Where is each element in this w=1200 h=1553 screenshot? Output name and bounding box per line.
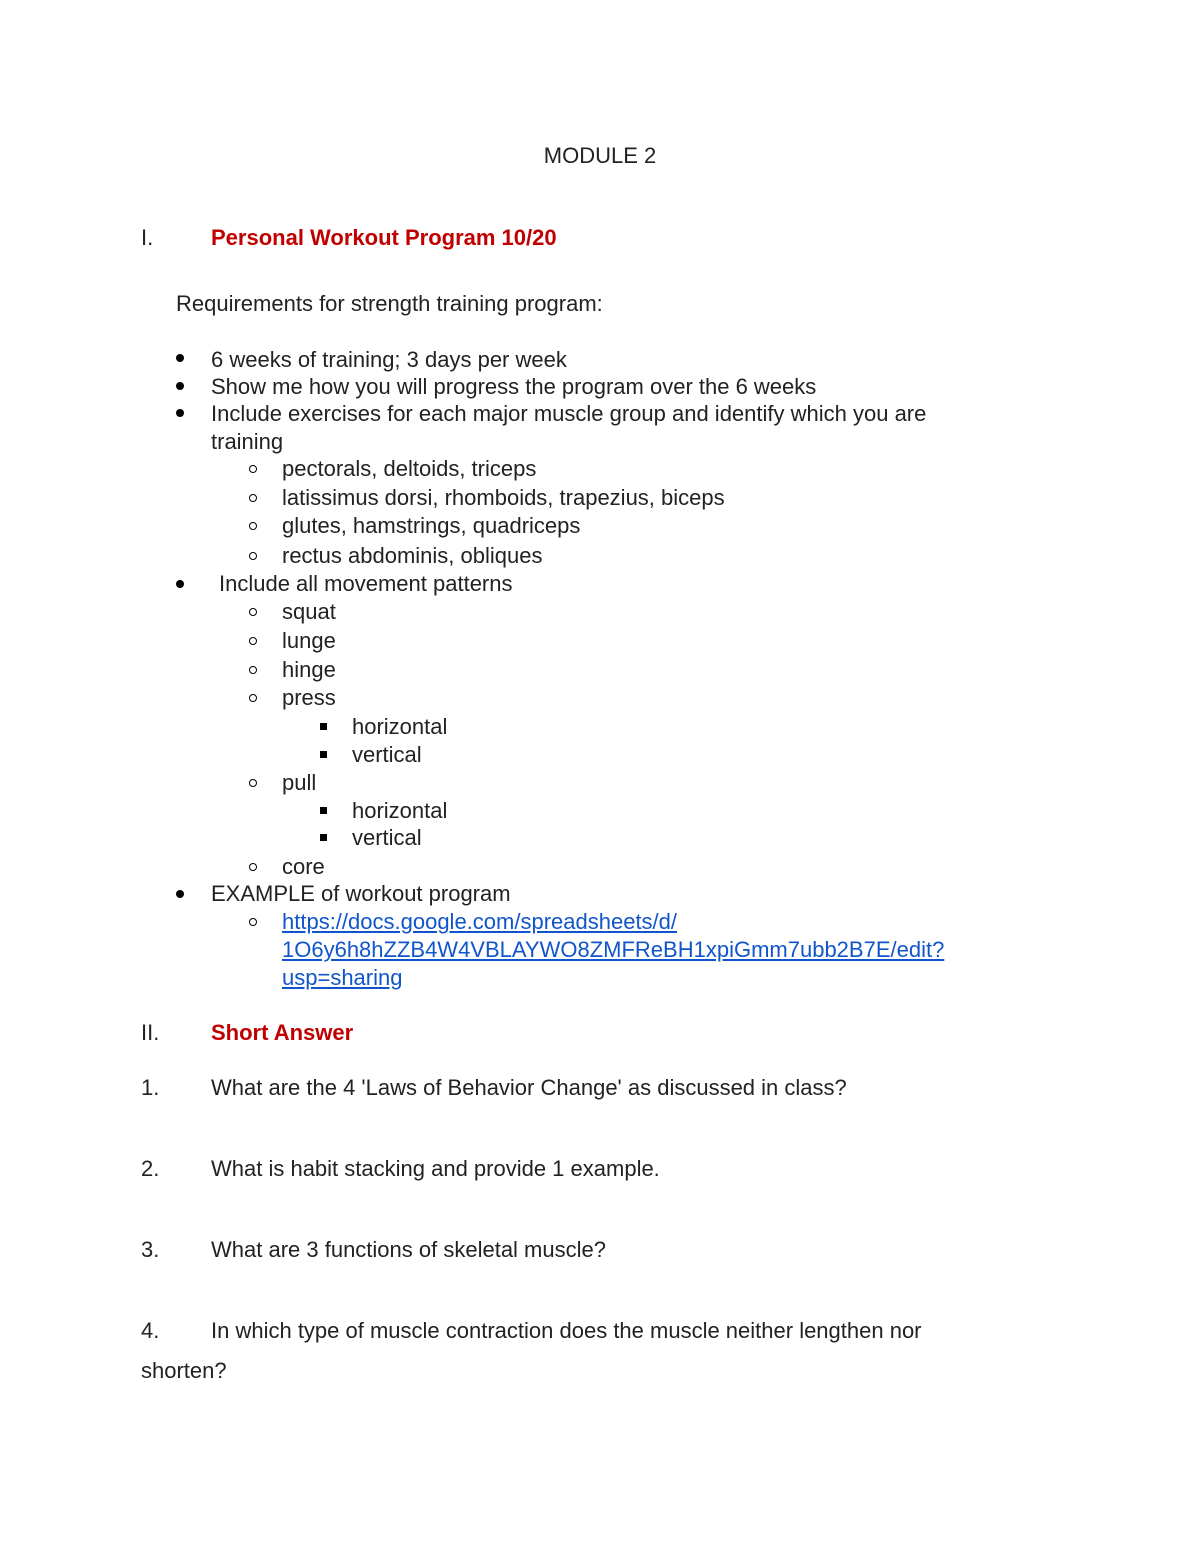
bullet-item-example: EXAMPLE of workout program bbox=[211, 881, 511, 906]
example-link-line-1[interactable]: https://docs.google.com/spreadsheets/d/ bbox=[282, 909, 678, 934]
question-text: What are the 4 'Laws of Behavior Change' as discussed in class? bbox=[211, 1075, 847, 1100]
press-horizontal: horizontal bbox=[352, 714, 448, 739]
circle-bullet-icon bbox=[249, 918, 257, 926]
movement-hinge: hinge bbox=[282, 657, 336, 682]
section-2-heading: Short Answer bbox=[211, 1020, 354, 1045]
circle-bullet-icon bbox=[249, 608, 257, 616]
bullet-icon bbox=[176, 580, 184, 588]
muscle-group-item: latissimus dorsi, rhomboids, trapezius, biceps bbox=[282, 485, 725, 510]
circle-bullet-icon bbox=[249, 666, 257, 674]
section-2-numeral: II. bbox=[141, 1020, 160, 1045]
circle-bullet-icon bbox=[249, 863, 257, 871]
bullet-icon bbox=[176, 409, 184, 417]
question-number: 4. bbox=[141, 1318, 160, 1343]
square-bullet-icon bbox=[320, 723, 327, 730]
circle-bullet-icon bbox=[249, 494, 257, 502]
example-link-line-2[interactable]: 1O6y6h8hZZB4W4VBLAYWO8ZMFReBH1xpiGmm7ubb2B7E/edit? bbox=[282, 937, 945, 962]
movement-press: press bbox=[282, 685, 336, 710]
circle-bullet-icon bbox=[249, 694, 257, 702]
circle-bullet-icon bbox=[249, 779, 257, 787]
circle-bullet-icon bbox=[249, 552, 257, 560]
circle-bullet-icon bbox=[249, 522, 257, 530]
pull-vertical: vertical bbox=[352, 825, 422, 850]
section-1-heading: Personal Workout Program 10/20 bbox=[211, 225, 557, 250]
muscle-group-item: glutes, hamstrings, quadriceps bbox=[282, 513, 581, 538]
movement-squat: squat bbox=[282, 599, 336, 624]
question-number: 3. bbox=[141, 1237, 160, 1262]
bullet-icon bbox=[176, 354, 184, 362]
circle-bullet-icon bbox=[249, 465, 257, 473]
bullet-icon bbox=[176, 382, 184, 390]
question-text-continuation: shorten? bbox=[141, 1358, 227, 1383]
example-link-line-3[interactable]: usp=sharing bbox=[282, 965, 403, 990]
movement-lunge: lunge bbox=[282, 628, 336, 653]
press-vertical: vertical bbox=[352, 742, 422, 767]
movement-core: core bbox=[282, 854, 325, 879]
page-title: MODULE 2 bbox=[543, 143, 657, 168]
square-bullet-icon bbox=[320, 751, 327, 758]
question-text: In which type of muscle contraction does the muscle neither lengthen nor bbox=[211, 1318, 922, 1343]
bullet-item-weeks: 6 weeks of training; 3 days per week bbox=[211, 347, 567, 372]
muscle-group-item: pectorals, deltoids, triceps bbox=[282, 456, 537, 481]
square-bullet-icon bbox=[320, 834, 327, 841]
requirements-intro: Requirements for strength training program: bbox=[176, 291, 603, 316]
bullet-item-movement-patterns: Include all movement patterns bbox=[219, 571, 513, 596]
section-1-numeral: I. bbox=[141, 225, 154, 250]
bullet-item-muscle-groups-cont: training bbox=[211, 429, 284, 454]
question-text: What is habit stacking and provide 1 example. bbox=[211, 1156, 660, 1181]
bullet-item-progress: Show me how you will progress the program over the 6 weeks bbox=[211, 374, 817, 399]
square-bullet-icon bbox=[320, 807, 327, 814]
movement-pull: pull bbox=[282, 770, 317, 795]
question-number: 2. bbox=[141, 1156, 160, 1181]
circle-bullet-icon bbox=[249, 637, 257, 645]
question-text: What are 3 functions of skeletal muscle? bbox=[211, 1237, 606, 1262]
bullet-item-muscle-groups: Include exercises for each major muscle group and identify which you are bbox=[211, 401, 927, 426]
bullet-icon bbox=[176, 890, 184, 898]
muscle-group-item: rectus abdominis, obliques bbox=[282, 543, 543, 568]
question-number: 1. bbox=[141, 1075, 160, 1100]
pull-horizontal: horizontal bbox=[352, 798, 448, 823]
